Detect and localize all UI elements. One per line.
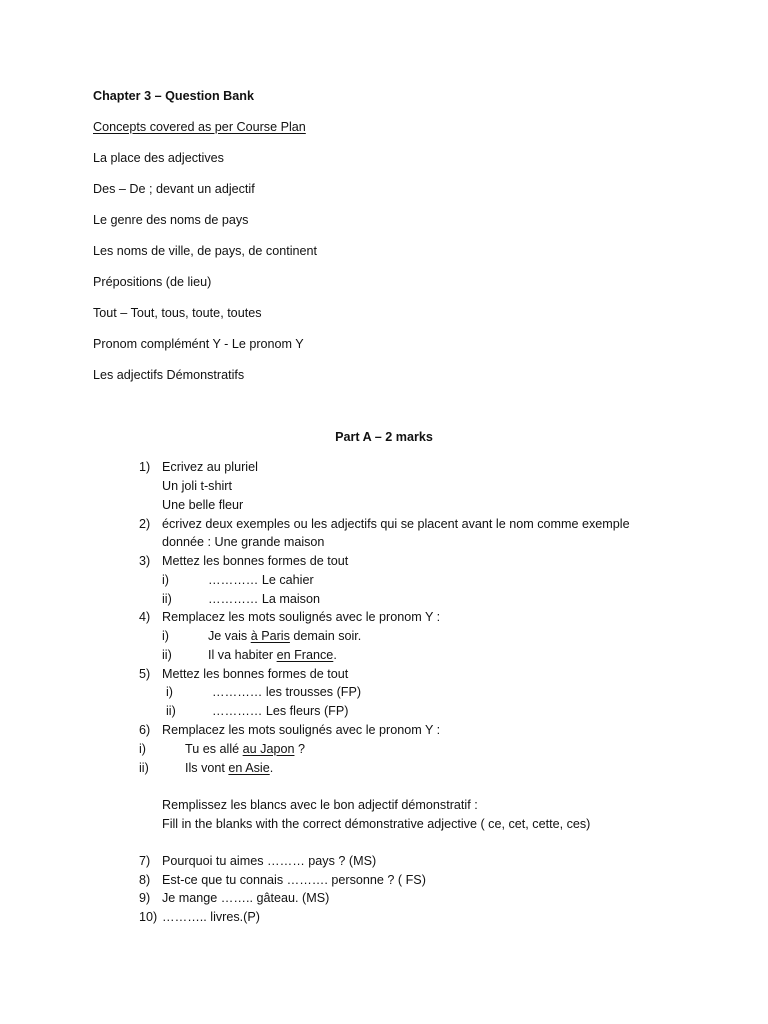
question-number: 10) [139,910,158,924]
concept-item: Les noms de ville, de pays, de continent [93,244,318,258]
sub-item-text-post: ? [294,742,305,756]
question-text: Pourquoi tu aimes ……… pays ? (MS) [162,854,377,868]
question-text: Est-ce que tu connais ………. personne ? ( FS) [162,873,426,887]
question-text: Mettez les bonnes formes de tout [162,554,349,568]
question-number: 7) [139,854,151,868]
sub-item-number: i) [162,573,169,587]
instruction-english: Fill in the blanks with the correct démonstrative adjective ( ce, cet, cette, ces) [162,817,591,831]
question-number: 6) [139,723,151,737]
instruction-french: Remplissez les blancs avec le bon adjectif démonstratif : [162,798,478,812]
question-number: 4) [139,610,151,624]
question-text: écrivez deux exemples ou les adjectifs qui se placent avant le nom comme exemple [162,517,630,531]
sub-item-number: ii) [162,648,172,662]
sub-item-text-post: . [333,648,337,662]
sub-item-text-post: demain soir. [289,629,362,643]
sub-item-text-pre: Il va habiter [208,648,277,662]
sub-item-number: ii) [139,761,149,775]
question-number: 1) [139,460,151,474]
sub-item-number: ii) [166,704,176,718]
question-text: ……….. livres.(P) [162,910,260,924]
question-text: Ecrivez au pluriel [162,460,258,474]
concept-item: Les adjectifs Démonstratifs [93,368,245,382]
sub-item-text [185,760,273,776]
concept-item: Le genre des noms de pays [93,213,249,227]
sub-item-text-pre: Je vais [208,629,251,643]
question-number: 3) [139,554,151,568]
sub-item-text [208,628,361,644]
question-text-continued: donnée : Une grande maison [162,535,325,549]
sub-item-text: ………… les trousses (FP) [212,685,362,699]
question-number: 8) [139,873,151,887]
sub-item-number: ii) [162,592,172,606]
underlined-phrase: en Asie [228,761,270,775]
sub-item-text [185,741,305,757]
sub-item-number: i) [162,629,169,643]
underlined-phrase: en France [276,648,334,662]
concepts-heading: Concepts covered as per Course Plan [93,120,306,134]
underlined-phrase: à Paris [250,629,290,643]
underlined-phrase: au Japon [242,742,295,756]
page-title: Chapter 3 – Question Bank [93,89,254,103]
question-number: 5) [139,667,151,681]
question-line: Une belle fleur [162,498,244,512]
question-text: Remplacez les mots soulignés avec le pronom Y : [162,723,441,737]
concept-item: La place des adjectives [93,151,224,165]
question-text: Remplacez les mots soulignés avec le pronom Y : [162,610,441,624]
sub-item-number: i) [166,685,173,699]
concept-item: Pronom complémént Y - Le pronom Y [93,337,304,351]
sub-item-text: ………… La maison [208,592,320,606]
sub-item-number: i) [139,742,146,756]
concept-item: Tout – Tout, tous, toute, toutes [93,306,262,320]
sub-item-text: ………… Le cahier [208,573,314,587]
question-line: Un joli t-shirt [162,479,232,493]
question-number: 2) [139,517,151,531]
sub-item-text [208,647,337,663]
question-number: 9) [139,891,151,905]
concept-item: Prépositions (de lieu) [93,275,212,289]
sub-item-text-post: . [269,761,274,775]
question-text: Mettez les bonnes formes de tout [162,667,349,681]
question-text: Je mange …….. gâteau. (MS) [162,891,330,905]
concept-item: Des – De ; devant un adjectif [93,182,255,196]
sub-item-text: ………… Les fleurs (FP) [212,704,349,718]
part-a-heading: Part A – 2 marks [335,430,433,444]
sub-item-text-pre: Tu es allé [185,742,243,756]
sub-item-text-pre: Ils vont [185,761,229,775]
